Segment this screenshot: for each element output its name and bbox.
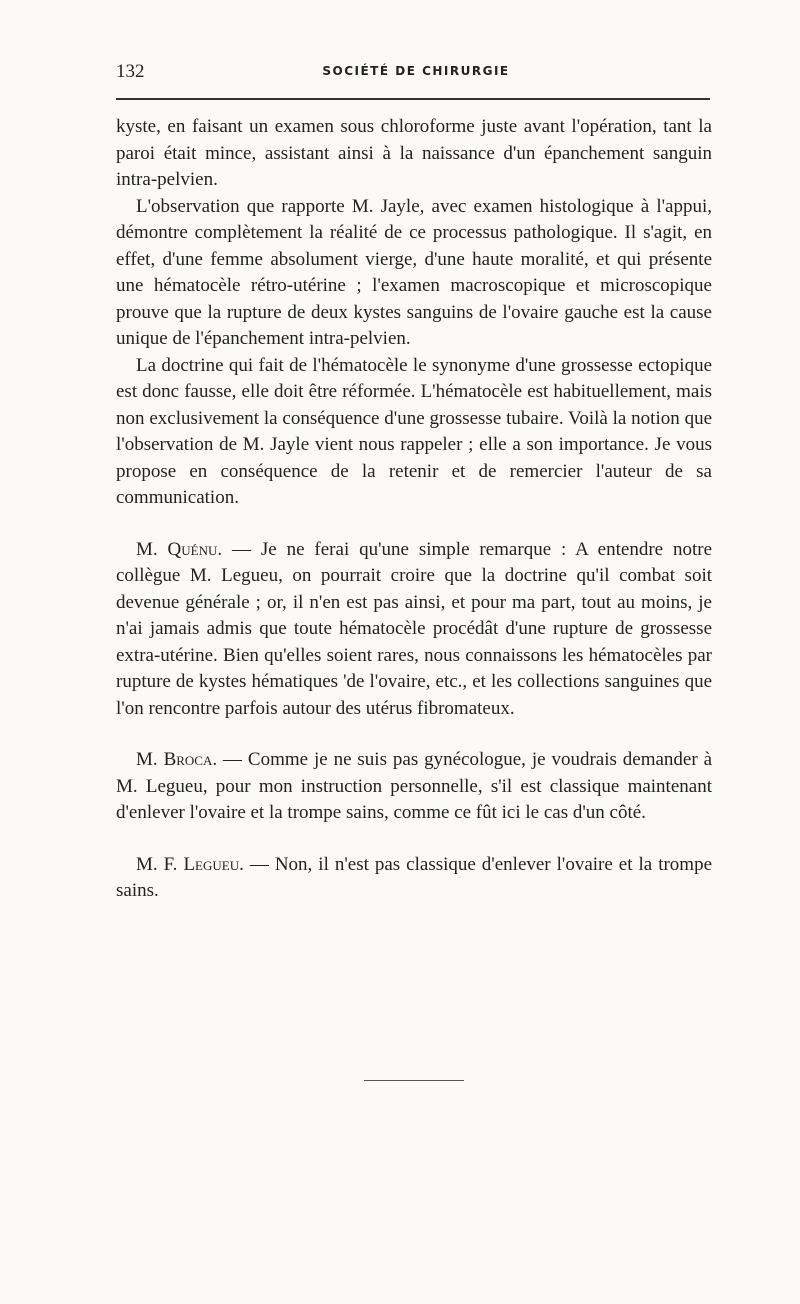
running-title: SOCIÉTÉ DE CHIRURGIE: [322, 64, 510, 78]
paragraph-gap: [116, 512, 712, 537]
speaker-name-quenu: Quénu.: [167, 538, 223, 560]
speaker-name-legueu: Legueu.: [183, 853, 244, 875]
page-number: 132: [116, 61, 145, 82]
speech-text: — Comme je ne suis pas gynécologue, je voudrais demander à M. Legueu, pour mon instruction personnelle, s'il est classique maintenant d'enlever l'ovaire et la trompe sains, comme ce fût ici le cas d'un côté.: [116, 749, 713, 823]
paragraph-broca: [116, 747, 712, 827]
page-body: [116, 114, 712, 905]
speaker-name-broca: Broca.: [163, 749, 218, 770]
paragraph-quenu: [116, 537, 712, 723]
paragraph-gap: [116, 827, 712, 852]
paragraph-gap: [116, 722, 712, 747]
end-rule: [364, 1080, 464, 1081]
paragraph-doctrine: La doctrine qui fait de l'hématocèle le synonyme d'une grossesse ectopique est donc fausse, elle doit être réformée. L'hématocèle est habituellement, mais non exclusivement la conséquence d'une grossesse tubaire. Voilà la notion que l'observation de M. Jayle vient nous rappeler ; elle a son importance. Je vous propose en conséquence de la retenir et de remercier l'auteur de sa communication.: [116, 354, 712, 508]
paragraph-continuation: kyste, en faisant un examen sous chloroforme juste avant l'opération, tant la paroi était mince, assistant ainsi à la naissance d'un épanchement sanguin intra-pelvien.: [116, 116, 712, 190]
speaker-title: M. F.: [136, 853, 178, 875]
header-rule: [116, 98, 710, 100]
paragraph-jayle-observation: L'observation que rapporte M. Jayle, avec examen histologique à l'appui, démontre complètement la réalité de ce processus pathologique. Il s'agit, en effet, d'une femme absolument vierge, d'une haute moralité, et qui présente une hématocèle rétro-utérine ; l'examen macroscopique et microscopique prouve que la rupture de deux kystes sanguins de l'ovaire gauche est la cause unique de l'épanchement intra-pelvien.: [116, 195, 712, 349]
speech-text: — Je ne ferai qu'une simple remarque : A entendre notre collègue M. Legueu, on pourrait croire que la doctrine qu'il combat soit devenue générale ; or, il n'en est pas ainsi, et pour ma part, tout au moins, je n'ai jamais admis que toute hématocèle procédât d'une rupture de grossesse extra-utérine. Bien qu'elles soient rares, nous connaissons les hématocèles par rupture de kystes hématiques 'de l'ovaire, etc., et les collections sanguines que l'on rencontre parfois autour des utérus fibromateux.: [116, 538, 713, 719]
speech-text: — Non, il n'est pas classique d'enlever l'ovaire et la trompe sains.: [116, 853, 713, 901]
paragraph-legueu: [116, 852, 712, 905]
speaker-title: M.: [136, 538, 158, 560]
speaker-title: M.: [136, 749, 158, 770]
